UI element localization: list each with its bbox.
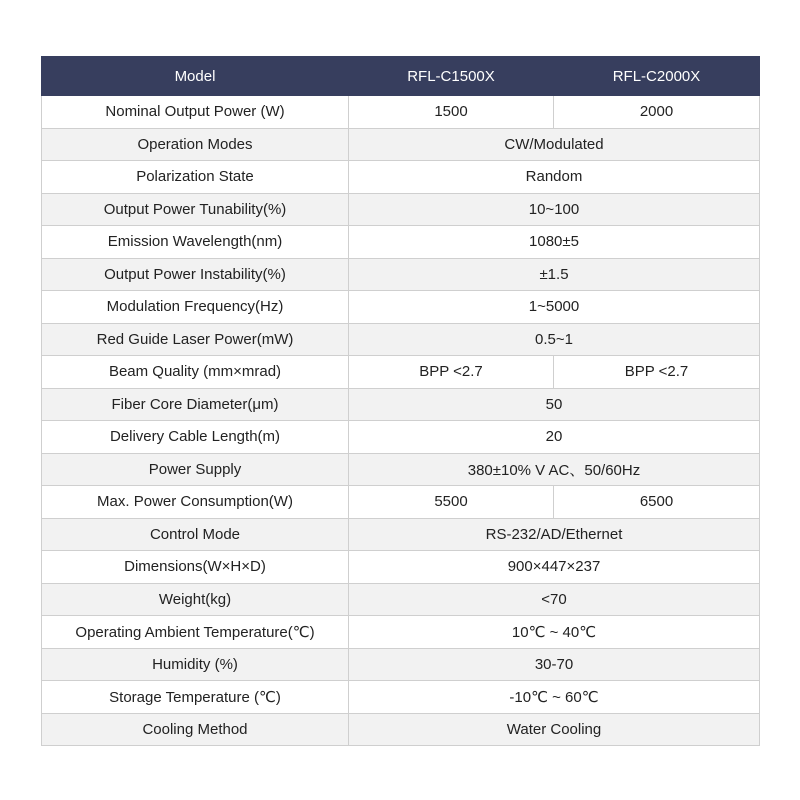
row-value-shared: 10~100 bbox=[349, 193, 760, 226]
row-value-shared: RS-232/AD/Ethernet bbox=[349, 518, 760, 551]
table-row bbox=[42, 356, 760, 389]
table-row bbox=[42, 551, 760, 584]
row-label: Delivery Cable Length(m) bbox=[42, 421, 349, 454]
header-model: Model bbox=[42, 57, 349, 96]
row-value-shared: -10℃ ~ 60℃ bbox=[349, 681, 760, 714]
row-label: Output Power Instability(%) bbox=[42, 258, 349, 291]
table-row bbox=[42, 681, 760, 714]
row-label: Red Guide Laser Power(mW) bbox=[42, 323, 349, 356]
table-row bbox=[42, 96, 760, 129]
row-value-shared: 0.5~1 bbox=[349, 323, 760, 356]
row-label: Operating Ambient Temperature(℃) bbox=[42, 616, 349, 649]
row-value-shared: 50 bbox=[349, 388, 760, 421]
row-value-shared: 30-70 bbox=[349, 648, 760, 681]
row-value-shared: CW/Modulated bbox=[349, 128, 760, 161]
row-value-shared: 20 bbox=[349, 421, 760, 454]
spec-body bbox=[42, 96, 760, 746]
row-label: Storage Temperature (℃) bbox=[42, 681, 349, 714]
row-label: Control Mode bbox=[42, 518, 349, 551]
table-row bbox=[42, 421, 760, 454]
row-label: Power Supply bbox=[42, 453, 349, 486]
row-label: Nominal Output Power (W) bbox=[42, 96, 349, 129]
row-label: Output Power Tunability(%) bbox=[42, 193, 349, 226]
row-label: Operation Modes bbox=[42, 128, 349, 161]
row-label: Polarization State bbox=[42, 161, 349, 194]
row-value-c1500x: 5500 bbox=[349, 486, 554, 519]
table-row bbox=[42, 453, 760, 486]
row-value-shared: ±1.5 bbox=[349, 258, 760, 291]
table-row bbox=[42, 648, 760, 681]
header-rfl-c2000x: RFL-C2000X bbox=[554, 57, 760, 96]
row-value-c1500x: 1500 bbox=[349, 96, 554, 129]
table-row bbox=[42, 291, 760, 324]
table-row bbox=[42, 161, 760, 194]
table-row bbox=[42, 323, 760, 356]
table-row bbox=[42, 486, 760, 519]
row-value-shared: <70 bbox=[349, 583, 760, 616]
table-row bbox=[42, 518, 760, 551]
header-row bbox=[42, 57, 760, 96]
row-value-c2000x: BPP <2.7 bbox=[554, 356, 760, 389]
header-rfl-c1500x: RFL-C1500X bbox=[349, 57, 554, 96]
table-row bbox=[42, 713, 760, 746]
row-label: Beam Quality (mm×mrad) bbox=[42, 356, 349, 389]
row-value-shared: Water Cooling bbox=[349, 713, 760, 746]
spec-table bbox=[41, 56, 760, 746]
row-value-shared: 1~5000 bbox=[349, 291, 760, 324]
table-row bbox=[42, 128, 760, 161]
row-label: Dimensions(W×H×D) bbox=[42, 551, 349, 584]
row-label: Max. Power Consumption(W) bbox=[42, 486, 349, 519]
row-label: Humidity (%) bbox=[42, 648, 349, 681]
table-row bbox=[42, 616, 760, 649]
table-row bbox=[42, 258, 760, 291]
row-value-c1500x: BPP <2.7 bbox=[349, 356, 554, 389]
row-value-shared: 380±10% V AC、50/60Hz bbox=[349, 453, 760, 486]
row-label: Modulation Frequency(Hz) bbox=[42, 291, 349, 324]
row-label: Emission Wavelength(nm) bbox=[42, 226, 349, 259]
table-row bbox=[42, 193, 760, 226]
table-row bbox=[42, 583, 760, 616]
table-row bbox=[42, 388, 760, 421]
row-value-c2000x: 2000 bbox=[554, 96, 760, 129]
row-value-shared: 900×447×237 bbox=[349, 551, 760, 584]
row-value-shared: 1080±5 bbox=[349, 226, 760, 259]
row-value-shared: Random bbox=[349, 161, 760, 194]
row-label: Fiber Core Diameter(μm) bbox=[42, 388, 349, 421]
table-row bbox=[42, 226, 760, 259]
row-label: Cooling Method bbox=[42, 713, 349, 746]
row-value-c2000x: 6500 bbox=[554, 486, 760, 519]
row-label: Weight(kg) bbox=[42, 583, 349, 616]
row-value-shared: 10℃ ~ 40℃ bbox=[349, 616, 760, 649]
